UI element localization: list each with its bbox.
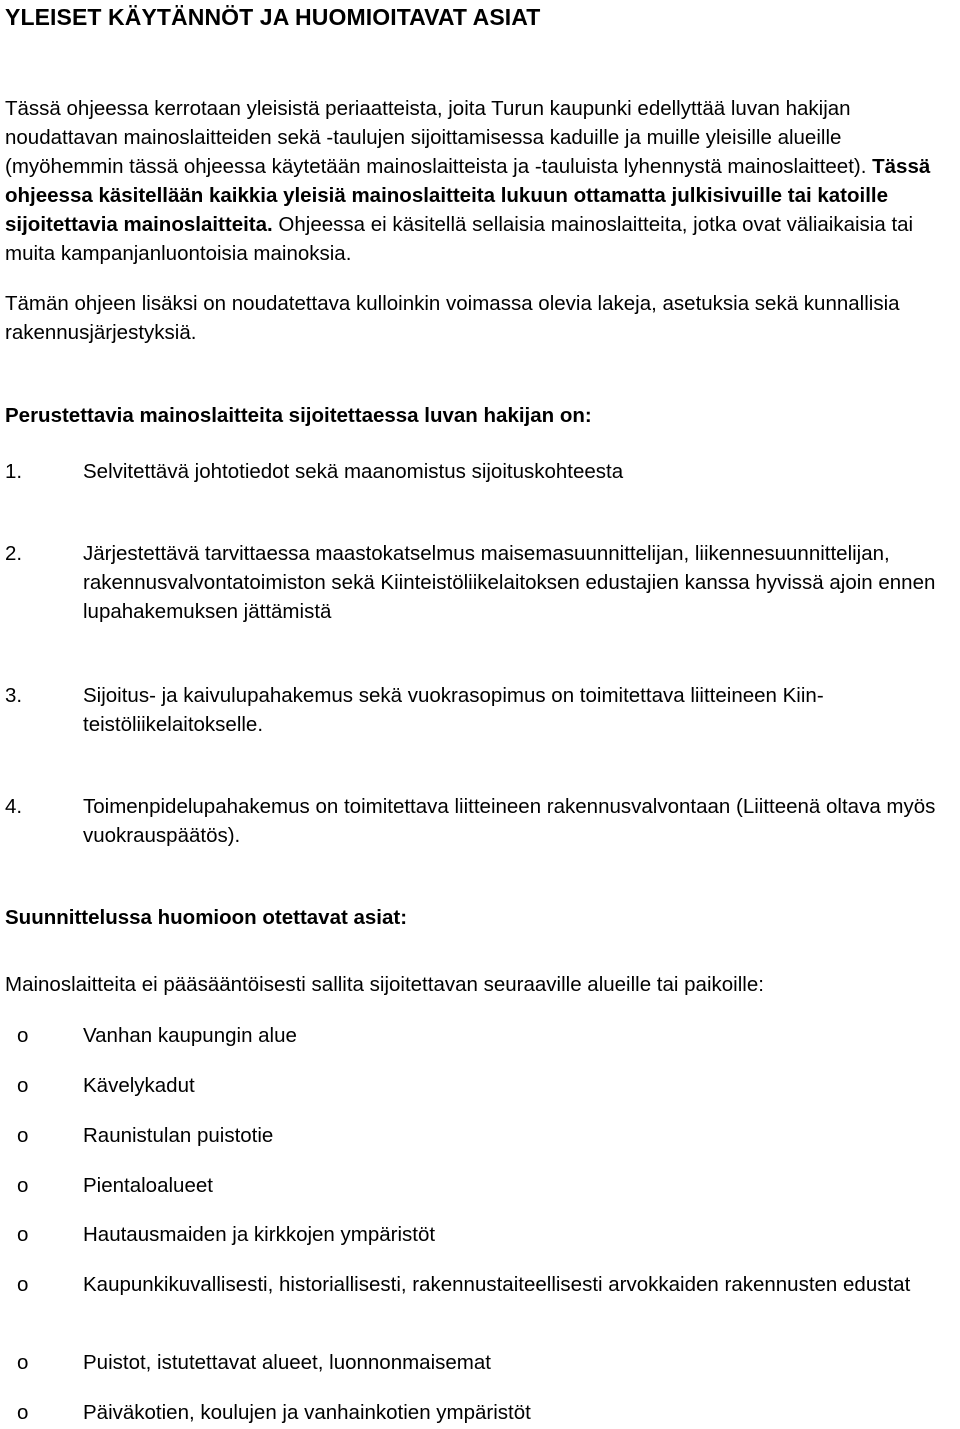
planning-lead-text: Mainoslaitteita ei pääsääntöisesti sallita sijoitettavan seuraaville alueille tai paikoille: (5, 973, 764, 996)
section-heading-planning: Suunnittelussa huomioon otettavat asiat: (5, 906, 408, 929)
list-item-text: Pientaloalueet (83, 1174, 213, 1197)
document-title: YLEISET KÄYTÄNNÖT JA HUOMIOITAVAT ASIAT (5, 4, 541, 30)
item-number: 4. (5, 795, 23, 818)
item-number: 3. (5, 684, 23, 707)
list-item-text: Kaupunkikuvallisesti, historiallisesti, rakennustaiteellisesti arvokkaiden rakennusten edustat (83, 1273, 911, 1296)
numbered-item (5, 457, 960, 486)
intro-paragraph-2: Tämän ohjeen lisäksi on noudatettava kulloinkin voimassa olevia lakeja, asetuksia sekä kunnallisia rakennusjärjestyksiä. (5, 292, 900, 344)
intro-text-plain: Tässä ohjeessa kerrotaan yleisistä periaatteista, joita Turun kaupunki edellyttää luvan hakijan noudattavan mainoslaitteiden sekä -taulujen sijoittamisessa kaduille ja muille yleisille alueille (myöhemmin tässä ohjeessa käytetään mainoslaitteista ja -tauluista lyhennystä mainoslaitteet). (5, 97, 873, 178)
list-item (5, 1021, 960, 1050)
item-text: Sijoitus- ja kaivulupahakemus sekä vuokrasopimus on toimitettava liitteineen Kiinteistöliikelaitokselle. (83, 684, 824, 736)
list-item-text: Hautausmaiden ja kirkkojen ympäristöt (83, 1223, 436, 1246)
intro-paragraph-1 (5, 94, 960, 268)
item-text: Selvitettävä johtotiedot sekä maanomistus sijoituskohteesta (83, 460, 624, 483)
bullet-marker: o (17, 1273, 29, 1296)
section-heading-applicant: Perustettavia mainoslaitteita sijoitettaessa luvan hakijan on: (5, 404, 592, 427)
item-number: 2. (5, 542, 23, 565)
bullet-marker: o (17, 1124, 29, 1147)
intro-text-tail: Ohjeessa ei käsitellä sellaisia mainoslaitteita, jotka ovat väliaikaisia tai muita kampanjanluontoisia mainoksia. (5, 213, 914, 265)
list-item (5, 1121, 960, 1150)
bullet-marker: o (17, 1223, 29, 1246)
item-text: Järjestettävä tarvittaessa maastokatselmus maisemasuunnittelijan, liikennesuunnittelijan, rakennusvalvontatoimiston sekä Kiinteistöliikelaitoksen edustajien kanssa hyvissä ajoin ennen lupahakemuksen jättämistä (83, 542, 936, 623)
list-item-text: Päiväkotien, koulujen ja vanhainkotien ympäristöt (83, 1401, 531, 1424)
intro-text-bold: Tässä ohjeessa käsitellään kaikkia yleisiä mainoslaitteita lukuun ottamatta julkisivuille tai katoille sijoitettavia mainoslaitteita. (5, 155, 931, 236)
bullet-marker: o (17, 1401, 29, 1424)
numbered-item (5, 681, 960, 739)
list-item (5, 1071, 960, 1100)
list-item (5, 1348, 960, 1377)
numbered-item (5, 792, 960, 850)
bullet-marker: o (17, 1174, 29, 1197)
list-item-text: Vanhan kaupungin alue (83, 1024, 297, 1047)
list-item (5, 1398, 960, 1427)
list-item (5, 1270, 960, 1299)
item-number: 1. (5, 460, 23, 483)
list-item (5, 1220, 960, 1249)
list-item (5, 1171, 960, 1200)
bullet-marker: o (17, 1074, 29, 1097)
item-text: Toimenpidelupahakemus on toimitettava liitteineen rakennusvalvontaan (Liitteenä oltava myös vuokrauspäätös). (83, 795, 936, 847)
list-item-text: Kävelykadut (83, 1074, 195, 1097)
list-item-text: Puistot, istutettavat alueet, luonnonmaisemat (83, 1351, 491, 1374)
numbered-item (5, 539, 960, 626)
list-item-text: Raunistulan puistotie (83, 1124, 274, 1147)
bullet-marker: o (17, 1351, 29, 1374)
bullet-marker: o (17, 1024, 29, 1047)
